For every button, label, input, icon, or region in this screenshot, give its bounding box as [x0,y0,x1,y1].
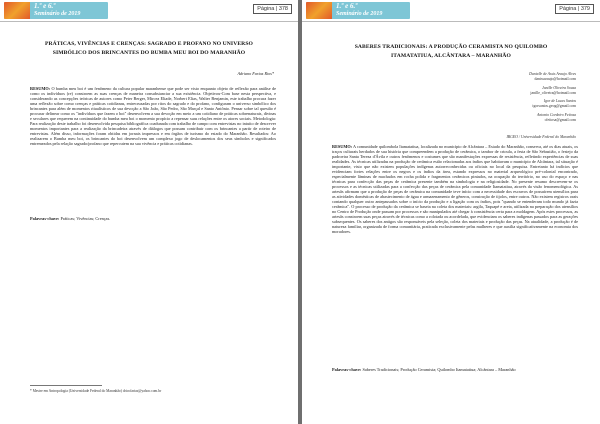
institution: IBGEO / Universidade Federal do Maranhão [506,135,576,139]
author-email: janille_oliveira@hotmail.com [530,90,576,95]
event-banner [4,2,108,19]
abstract [332,144,578,234]
banner-line2: Seminário de 2019 [34,11,81,17]
page-number: Página | 379 [555,4,594,14]
keywords [30,216,276,221]
header-divider [302,21,600,22]
left-page [0,0,298,424]
author-name: Janille Oliveira Sousa [542,85,576,90]
banner-line1: 1.º e 6.º [34,2,56,10]
article-title: SABERES TRADICIONAIS: A PRODUÇÃO CERAMISTA NO QUILOMBO ITAMATATIUA, ALCÂNTARA – MARANHÃO [354,44,548,59]
abstract-label: RESUMO: [30,86,51,91]
event-banner [306,2,410,19]
author-email: cfeitosa@gmail.com [544,117,576,122]
author-name: Igor de Lucas Santos [543,99,576,103]
header-divider [0,21,298,22]
abstract [30,86,276,146]
keywords [332,367,578,372]
footnote: * Mestre em Antropologia (Universidade Federal do Maranhão) driocfarias@yahoo.com.br [30,389,162,393]
banner-graphic [4,2,30,19]
article-title: PRÁTICAS, VIVÊNCIAS E CRENÇAS: SAGRADO E PROFANO NO UNIVERSO SIMBÓLICO DOS BRINCANTES DO BUMBA MEU BOI DO MARANHÃO [45,41,253,56]
author-name: Adriano Farias Rios* [237,71,274,76]
author-email: danissaraujo@hotmail.com [534,77,576,81]
keywords-label: Palavras-chave: [30,216,60,221]
page-number: Página | 378 [253,4,292,14]
author-email: igorsantos.geog@gmail.com [532,104,576,108]
footnote-divider [30,385,102,386]
author-name: Danielle de Assis Araujo Alves [529,72,576,76]
keywords-text: Saberes Tradicionais; Produção Ceramista; Quilombo Itamatatiua; Alcântara – Maranhão [362,367,516,372]
author-name: Antonio Cordeiro Feitosa [537,112,576,117]
abstract-text: A comunidade quilombola Itamatatiua, localizada no município de Alcântara – Estado do Maranhão, conserva, até os dias atuais, os traços culturais herdados de sua história que compreendem a produção de cerâmica, o tambor de crioula, a festa de São Sebastião, o festejo da padroeira Santa Tereza d'Ávila e outros fenômenos e costumes que são manifestações expressas de resistência, refletindo experiências de suas realidades. As técnicas utilizadas na produção de cerâmica estão relacionadas aos índios que habitavam o município de Alcântara, tal situação é importante, visto que não existem populações indígenas autorreconhecidas ou oficiais no local da pesquisa. Entretanto há indícios que evidenciam fortes relações entre os negros e os índios da área, estando expressos no material arqueológico pré-colonial encontrado, especialmente lâminas de machados em rocha polida e fragmentos cerâmicos pintados, na ocupação do território, no uso do espaço e nas técnicas para confecção das peças de cerâmica presente também na simbologia e na religiosidade. No presente resumo descrevem-se os processos e as técnicas utilizadas para a confecção das peças de cerâmica pela comunidade Itamatatiua, através da visão fenomenológica. As artesãs afirmam que a produção de peças de cerâmica na comunidade teve início com a necessidade dos escravos de possuírem utensílios para as atividades domésticas de abastecimento de água e armazenamento de gêneros, construção de tijolos, entre outros. Não existem registros orais contando qualquer outro antepassados sobre o início da produção e a ligação com os índios, pois "quando se entenderam todo mundo já fazia cerâmica". O processo de produção da cerâmica se baseia na coleta dos materiais: argila, Taquapé e areia, utilizada na preparação dos utensílios no Centro de Produção onde passam por processos e são manipulados até chegar à consistência certa para a moldagem. Após estes processos, as artesãs constroem suas peças através de técnicas como a rolotada ou acordelada, que evidenciam os saberes indígenas passados para as gerações subsequentes. Os saberes dos antigos são responsáveis pela seleção, coleta dos materiais e produção das peças. Na atualidade, a produção é de natureza familiar, organizada de forma comunitária, praticada exclusivamente pelas mulheres e que auxilia significativamente na economia dos moradores. [332,144,578,235]
banner-line1: 1.º e 6.º [336,2,358,10]
abstract-text: O bumba meu boi é um fenômeno da cultura popular maranhense que pode ser visto enquanto objeto de reflexão para análise de como os indivíduos (re) constroem as suas crenças de maneira consubstanciar a sua existência. Objetivou-Com base nesta perspectiva, e considerando as concepções teóricas de autores como Peter Berger, Mircea Eliade, Norbert Elias, Walter Benjamin, este trabalho procura fazer uma reflexão sobre como crenças e práticas cotidianas, entrecruzadas por ritos do sagrado e do profano, configuram o universo simbólico dos brincantes para além de momentos ritualísticos de sua devoção a São João, São Pedro, São Marçal e Santo Antônio. Pensar sobre tal questão é procurar delinear como os "indivíduos que fazem o boi" desenvolvem a sua devoção em meio a um cotidiano de práticas sobrenaturais, divinas e seculares que requerem na continuidade do bumba meu boi o momento propício a repensar suas relações entre os atores sociais. Metodologia: Para realização deste trabalho foi desenvolvida pesquisa bibliográfica coadunada com trabalho de campo com entrevistas no intuito de descrever momentos importantes para a realização da brincadeira através de diálogos que possam contribuir com os brincantes a partir de roteiro de entrevistas. Além disso, informações foram obtidas em jornais impressos e em órgãos de turismo do estado do Maranhão. Resultados: Ao realizarem o Bumba meu boi, os brincantes do boi desenvolvem um complexo jogo de deslocamentos dos seus símbolos e significados entremeados pela relação sagrado/profano que repercutem na sua vivência e práticas cotidianas. [30,86,276,147]
keywords-text: Práticas; Vivências; Crenças. [60,216,111,221]
banner-line2: Seminário de 2019 [336,11,383,17]
abstract-label: RESUMO: [332,144,353,149]
banner-graphic [306,2,332,19]
right-page [302,0,600,424]
keywords-label: Palavras-chave: [332,367,362,372]
author-list [529,72,576,123]
